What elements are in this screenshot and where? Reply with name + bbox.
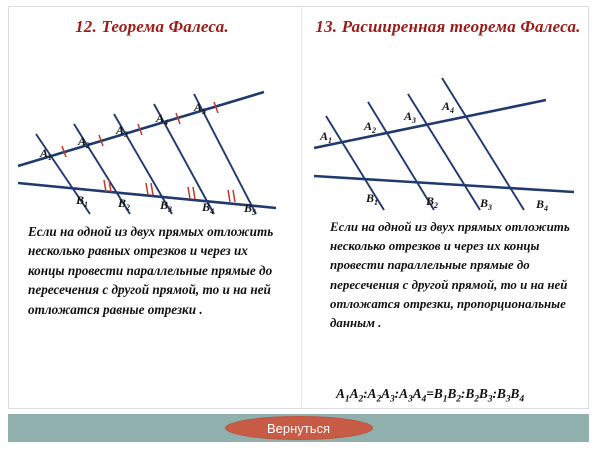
point-label-a3: $A_3$ (404, 109, 417, 125)
parallel-line-group (326, 78, 524, 210)
extended-thales-theorem-diagram (308, 72, 592, 212)
point-label-b3: $B_3$ (160, 198, 173, 214)
return-button[interactable] (225, 416, 373, 440)
point-label-b1: $B_1$ (366, 191, 379, 207)
proportion-formula: $A_1A_2:A_2A_3:A_3A_4=B_1B_2:B_2B_3:B_3B_4$ (336, 386, 524, 405)
left-section-title: 12. Теорема Фалеса. (75, 17, 229, 36)
point-label-b4: $B_4$ (202, 200, 215, 216)
column-divider (301, 7, 302, 408)
point-label-a1: $A_1$ (320, 129, 333, 145)
point-label-a2: $A_2$ (364, 119, 377, 135)
thales-theorem-diagram (14, 62, 294, 217)
tick-lower-4b (233, 190, 235, 202)
tick-lower-4a (228, 190, 230, 202)
footer-bar (8, 414, 589, 442)
right-theorem-text: Если на одной из двух прямых отложить несколько отрезков и через их концы провести параллельные прямые до пересечения с другой прямой, то и на ней отложатся отрезки, пропорциональные данным . (330, 220, 570, 331)
point-label-b2: $B_2$ (118, 196, 131, 212)
tick-lower-3a (188, 187, 190, 199)
line-a-upper-transversal (314, 100, 546, 148)
parallel-line-4 (442, 78, 524, 210)
line-a-upper-transversal (18, 92, 264, 166)
right-section-title: 13. Расширенная теорема Фалеса. (315, 17, 581, 36)
point-label-a2: $A_2$ (78, 134, 91, 150)
tick-lower-2a (146, 183, 148, 195)
point-label-b2: $B_2$ (426, 194, 439, 210)
return-button-label: Вернуться (266, 420, 331, 436)
point-label-a4: $A_4$ (156, 111, 169, 127)
point-label-b5: $B_5$ (244, 201, 257, 217)
point-label-a5: $A_5$ (194, 100, 207, 116)
point-label-a1: $A_1$ (40, 146, 53, 162)
left-theorem-text: Если на одной из двух прямых отложить несколько равных отрезков и через их концы провести параллельные прямые до пересечения с другой прямой, то и на ней отложатся равные отрезки . (28, 224, 274, 317)
point-label-b1: $B_1$ (76, 193, 89, 209)
line-b-lower-transversal (314, 176, 574, 192)
point-label-a4: $A_4$ (442, 99, 455, 115)
tick-lower-3b (193, 187, 195, 199)
tick-lower-2b (151, 183, 153, 195)
point-label-b3: $B_3$ (480, 196, 493, 212)
point-label-a3: $A_3$ (116, 123, 129, 139)
point-label-b4: $B_4$ (536, 197, 549, 213)
